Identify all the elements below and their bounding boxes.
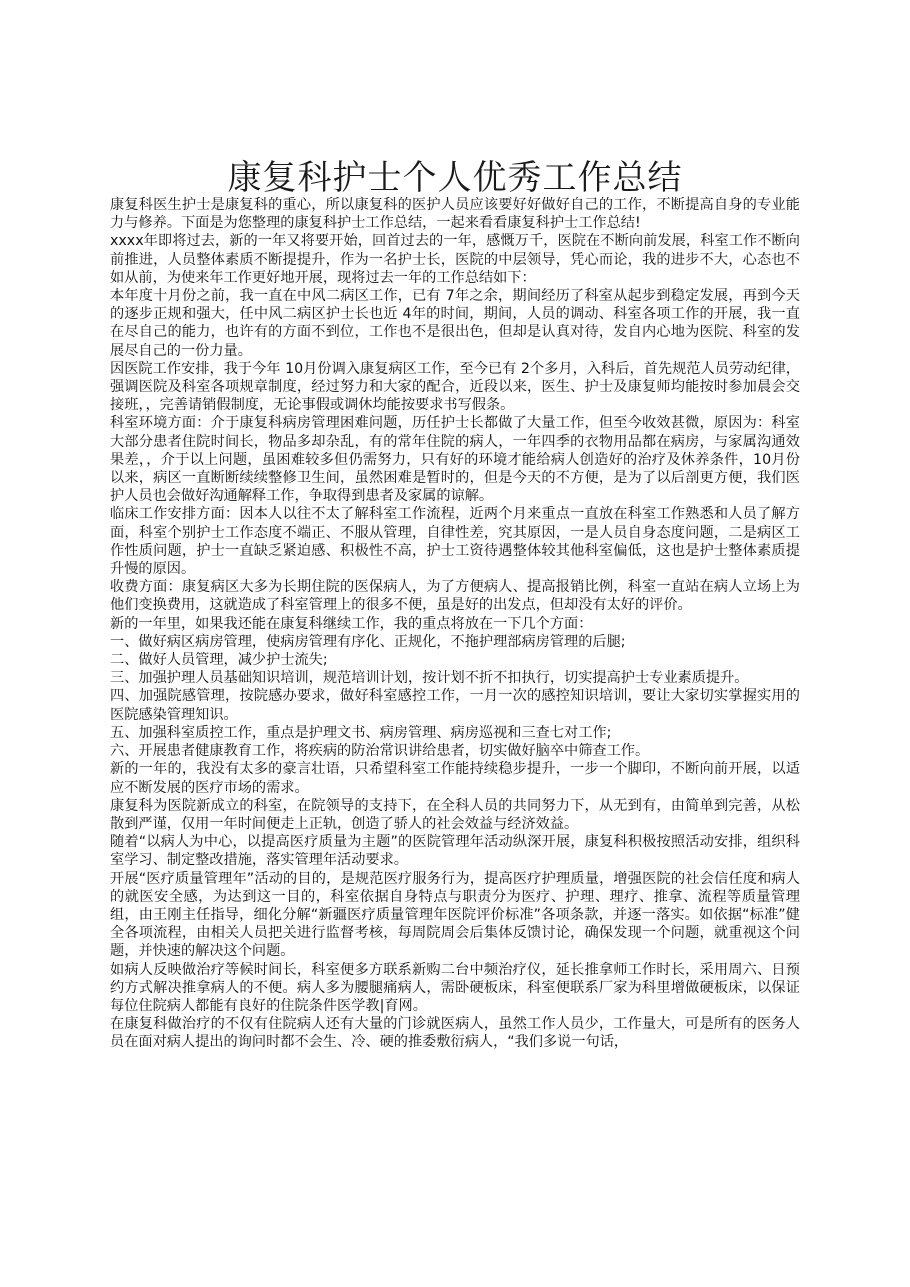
paragraph: 临床工作安排方面：因本人以往不太了解科室工作流程，近两个月来重点一直放在科室工作熟悉和人员了解方面，科室个别护士工作态度不端正、不服从管理，自律性差，究其原因，一是人员自身态度问题，二是病区工作性质问题，护士一直缺乏紧迫感、积极性不高，护士工资待遇整体较其他科室偏低，这也是护士整体素质提升慢的原因。 <box>110 506 800 578</box>
paragraph: 康复科医生护士是康复科的重心，所以康复科的医护人员应该要好好做好自己的工作，不断提高自身的专业能力与修养。下面是为您整理的康复科护士工作总结，一起来看看康复科护士工作总结! <box>110 197 800 232</box>
paragraph: 新的一年里，如果我还能在康复科继续工作，我的重点将放在一下几个方面： <box>110 615 593 632</box>
list-item: 二、做好人员管理，减少护士流失; <box>110 652 328 669</box>
document-title: 康复科护士个人优秀工作总结 <box>227 158 683 198</box>
list-item: 四、加强院感管理，按院感办要求，做好科室感控工作，一月一次的感控知识培训，要让大家切实掌握实用的医院感染管理知识。 <box>110 688 800 723</box>
list-item: 三、加强护理人员基础知识培训，规范培训计划，按计划不折不扣执行，切实提高护士专业素质提升。 <box>110 670 749 687</box>
paragraph: 康复科为医院新成立的科室，在院领导的支持下，在全科人员的共同努力下，从无到有，由简单到完善，从松散到严谨，仅用一年时间便走上正轨，创造了骄人的社会效益与经济效益。 <box>110 797 800 832</box>
paragraph: 本年度十月份之前，我一直在中风二病区工作，已有 7年之余，期间经历了科室从起步到稳定发展，再到今天的逐步正规和强大，任中风二病区护士长也近 4年的时间，期间，人员的调动、科室各项工作的开展，我一直在尽自己的能力，也许有的方面不到位，工作也不是很出色，但却是认真对待，发自内心地为医院、科室的发展尽自己的一份力量。 <box>110 288 800 359</box>
paragraph: 在康复科做治疗的不仅有住院病人还有大量的门诊就医病人，虽然工作人员少，工作量大，可是所有的医务人员在面对病人提出的询问时都不会生、冷、硬的推委敷衍病人，“我们多说一句话， <box>110 1016 800 1051</box>
list-item: 五、加强科室质控工作，重点是护理文书、病房管理、病房巡视和三查七对工作; <box>110 724 612 741</box>
document-body <box>110 196 800 1052</box>
paragraph: 新的一年的，我没有太多的豪言壮语，只希望科室工作能持续稳步提升，一步一个脚印，不断向前开展，以适应不断发展的医疗市场的需求。 <box>110 761 800 796</box>
paragraph: 因医院工作安排，我于今年 10月份调入康复病区工作，至今已有 2个多月，入科后，首先规范人员劳动纪律，强调医院及科室各项规章制度，经过努力和大家的配合，近段以来，医生、护士及康复师均能按时参加晨会交接班，，完善请销假制度，无论事假或调休均能按要求书写假条。 <box>110 360 800 414</box>
paragraph: 随着“以病人为中心，以提高医疗质量为主题”的医院管理年活动纵深开展，康复科积极按照活动安排，组织科室学习、制定整改措施，落实管理年活动要求。 <box>110 834 800 869</box>
paragraph: 科室环境方面：介于康复科病房管理困难问题，历任护士长都做了大量工作，但至今收效甚微，原因为：科室大部分患者住院时间长，物品多却杂乱，有的常年住院的病人，一年四季的衣物用品都在病房，与家属沟通效果差，，介于以上问题，虽困难较多但仍需努力，只有好的环境才能给病人创造好的治疗及休养条件，10月份以来，病区一直断断续续整修卫生间，虽然困难是暂时的，但是今天的不方便，是为了以后剖更方便，我们医护人员也会做好沟通解释工作，争取得到患者及家属的谅解。 <box>110 415 800 505</box>
paragraph: 如病人反映做治疗等候时间长，科室便多方联系新购二台中频治疗仪，延长推拿师工作时长，采用周六、日预约方式解决推拿病人的不便。病人多为腰腿痛病人，需卧硬板床，科室便联系厂家为科里增做硬板床，以保证每位住院病人都能有良好的住院条件医学教|育网。 <box>110 961 800 1014</box>
paragraph: 收费方面：康复病区大多为长期住院的医保病人，为了方便病人、提高报销比例，科室一直站在病人立场上为他们变换费用，这就造成了科室管理上的很多不便，虽是好的出发点，但却没有太好的评价。 <box>110 579 800 614</box>
paragraph: xxxx年即将过去，新的一年又将要开始，回首过去的一年，感慨万千，医院在不断向前发展，科室工作不断向前推进，人员整体素质不断提提升，作为一名护士长，医院的中层领导，凭心而论，我的进步不大，心态也不如从前，为使来年工作更好地开展，现将过去一年的工作总结如下： <box>110 233 800 286</box>
list-item: 六、开展患者健康教育工作，将疾病的防治常识讲给患者，切实做好脑卒中筛查工作。 <box>110 743 650 760</box>
paragraph: 开展“医疗质量管理年”活动的目的，是规范医疗服务行为，提高医疗护理质量，增强医院的社会信任度和病人的就医安全感，为达到这一目的，科室依据自身特点与职责分为医疗、护理、理疗、推拿、流程等质量管理组，由王刚主任指导，细化分解“新疆医疗质量管理年医院评价标准”各项条款，并逐一落实。如依据“标准”健全各项流程，由相关人员把关进行监督考核，每周院周会后集体反馈讨论，确保发现一个问题，就重视这个问题，并快速的解决这个问题。 <box>110 870 800 960</box>
list-item: 一、做好病区病房管理，使病房管理有序化、正规化，不拖护理部病房管理的后腿; <box>110 633 626 650</box>
